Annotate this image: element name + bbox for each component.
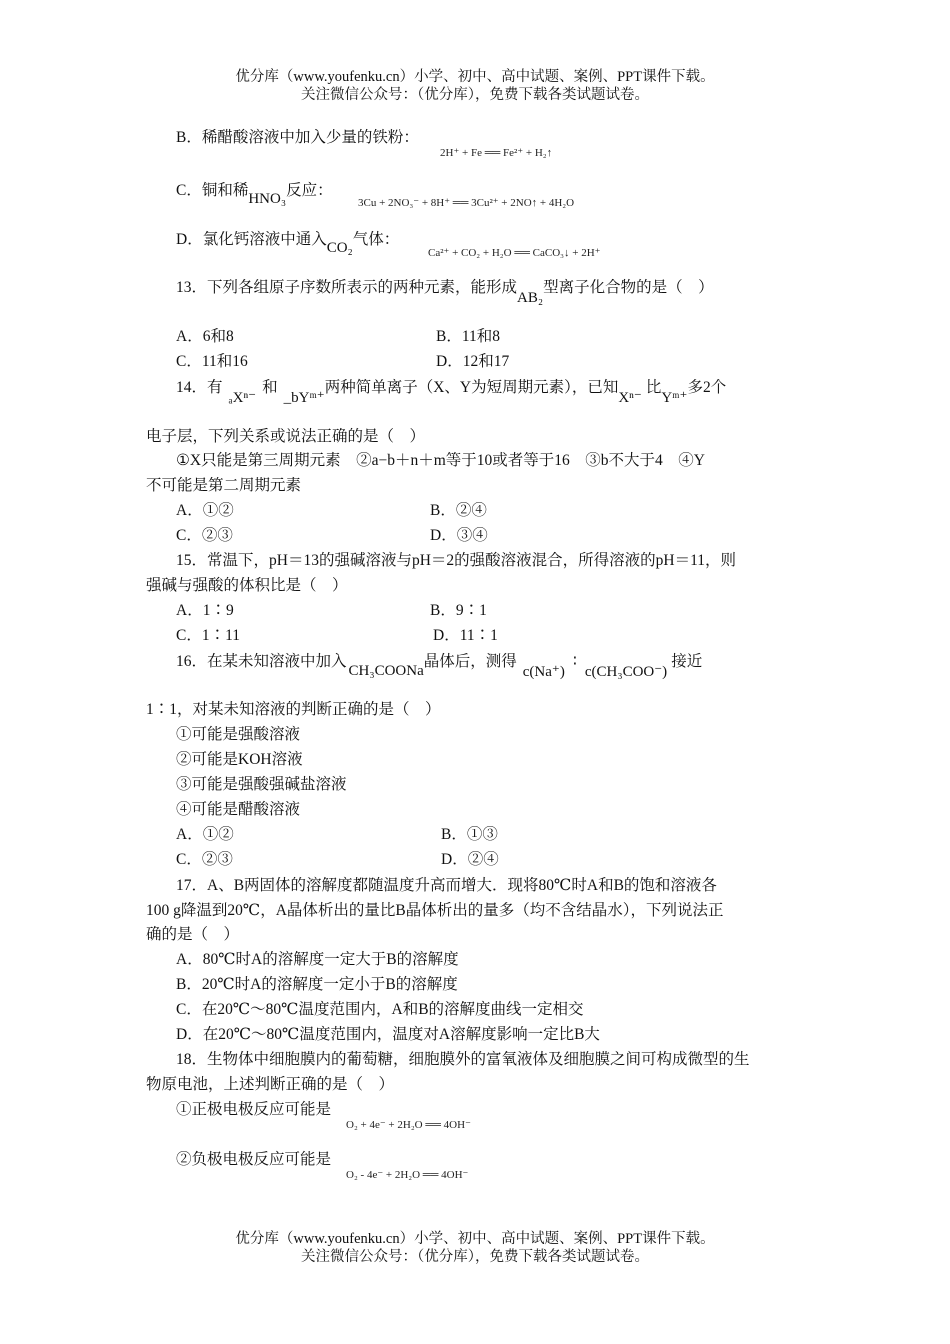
q16-colon: ∶: [572, 653, 577, 670]
q14-stem-2: 两种简单离子（X、Y为短周期元素），已知: [324, 379, 619, 396]
q13-option-b: B．11和8: [436, 328, 501, 345]
q18-statement-2-equation: O₂ - 4e⁻ + 2H₂O ══ 4OH⁻: [346, 1169, 469, 1181]
q17-stem-line-3: 确的是（ ）: [146, 926, 240, 943]
q12-option-c: [176, 181, 333, 207]
q13-stem-2: 型离子化合物的是（ ）: [543, 279, 714, 296]
q13-stem-1: 13．下列各组原子序数所表示的两种元素，能形成: [176, 279, 518, 296]
q15-option-b: B．9∶1: [430, 602, 487, 619]
q18-stem-line-2: 物原电池，上述判断正确的是（ ）: [146, 1076, 395, 1093]
q17-stem-line-2: 100 g降温到20℃，A晶体析出的量比B晶体析出的量多（均不含结晶水），下列说法正: [146, 902, 724, 919]
q16-item-3: ③可能是强酸强碱盐溶液: [176, 776, 347, 793]
q16-ratio-a: c(Na⁺): [522, 664, 565, 680]
q14-ion-x: ₐXⁿ⁻: [228, 390, 257, 406]
q16-option-c: C．②③: [176, 851, 233, 868]
q13-option-a: A．6和8: [176, 328, 234, 345]
q14-statements-2: 不可能是第二周期元素: [146, 477, 302, 494]
page-footer-line-2: 关注微信公众号：（优分库），免费下载各类试题试卷。: [301, 1249, 649, 1265]
q14-and: 和: [262, 379, 278, 396]
page-header-line-2: 关注微信公众号：（优分库），免费下载各类试题试卷。: [301, 87, 649, 103]
page-header-line-1: 优分库（www.youfenku.cn）小学、初中、高中试题、案例、PPT课件下载。: [235, 69, 715, 85]
q14-option-a: A．①②: [176, 502, 234, 519]
q12-option-b: B．稀醋酸溶液中加入少量的铁粉：: [176, 129, 419, 146]
q18-statement-2: ②负极电极反应可能是: [176, 1151, 332, 1168]
q17-stem-line-1: 17．A、B两固体的溶解度都随温度升高而增大．现将80℃时A和B的饱和溶液各: [176, 877, 717, 894]
q17-option-b: B．20℃时A的溶解度一定小于B的溶解度: [176, 976, 458, 993]
q12-option-c-equation: 3Cu + 2NO₃⁻ + 8H⁺ ══ 3Cu²⁺ + 2NO↑ + 4H₂O: [358, 197, 575, 209]
q16-ratio-b: c(CH₃COO⁻): [584, 664, 668, 680]
q17-option-c: C．在20℃～80℃温度范围内，A和B的溶解度曲线一定相交: [176, 1001, 584, 1018]
q12-option-b-equation: 2H⁺ + Fe ══ Fe²⁺ + H₂↑: [440, 147, 553, 159]
q16-option-b: B．①③: [441, 826, 498, 843]
q16-item-2: ②可能是KOH溶液: [176, 751, 303, 768]
q16-stem-line-2: 1∶1，对某未知溶液的判断正确的是（ ）: [146, 701, 441, 718]
q15-option-a: A．1∶9: [176, 602, 234, 619]
q14-option-c: C．②③: [176, 527, 233, 544]
q16-item-4: ④可能是醋酸溶液: [176, 801, 301, 818]
q13-option-c: C．11和16: [176, 353, 248, 370]
q12-option-d: [176, 230, 400, 256]
q16-option-d: D．②④: [441, 851, 499, 868]
q16-option-a: A．①②: [176, 826, 234, 843]
q14-ion-y2: Yᵐ⁺: [661, 390, 688, 406]
q12-d-text-2: 气体：: [352, 231, 400, 248]
q14-stem-1: 14．有: [176, 379, 223, 396]
q17-option-a: A．80℃时A的溶解度一定大于B的溶解度: [176, 951, 459, 968]
q14-stem-line-1: [176, 378, 727, 406]
q12-option-d-equation: Ca²⁺ + CO₂ + H₂O ══ CaCO₃↓ + 2H⁺: [428, 247, 601, 259]
q16-stem-2: 晶体后，测得: [423, 653, 517, 670]
q12-c-text-1: C．铜和稀: [176, 182, 249, 199]
q14-ion-y: _bYᵐ⁺: [283, 390, 325, 406]
q12-d-text-1: D．氯化钙溶液中通入: [176, 231, 327, 248]
q14-option-b: B．②④: [430, 502, 487, 519]
q18-stem-line-1: 18．生物体中细胞膜内的葡萄糖，细胞膜外的富氧液体及细胞膜之间可构成微型的生: [176, 1051, 750, 1068]
q13-formula: AB₂: [517, 290, 544, 306]
q16-item-1: ①可能是强酸溶液: [176, 726, 301, 743]
q13-stem: [176, 278, 714, 306]
q18-statement-1: ①正极电极反应可能是: [176, 1101, 332, 1118]
q16-stem-1: 16．在某未知溶液中加入: [176, 653, 347, 670]
q16-stem-line-1: [176, 652, 703, 680]
q12-c-formula: HNO₃: [248, 191, 287, 207]
q15-stem-line-2: 强碱与强酸的体积比是（ ）: [146, 577, 348, 594]
q16-formula: CH₃COONa: [348, 663, 424, 679]
q14-statements-1: ①X只能是第三周期元素 ②a−b＋n＋m等于10或者等于16 ③b不大于4 ④Y: [176, 452, 705, 469]
q12-c-text-2: 反应：: [286, 182, 333, 199]
q14-stem-3: 多2个: [687, 379, 727, 396]
q15-stem-line-1: 15．常温下，pH＝13的强碱溶液与pH＝2的强酸溶液混合，所得溶液的pH＝11，则: [176, 552, 737, 569]
q14-stem-line-2: 电子层，下列关系或说法正确的是（ ）: [146, 428, 426, 445]
q16-stem-3: 接近: [671, 653, 703, 670]
q15-option-d: D．11∶1: [433, 627, 498, 644]
page-footer-line-1: 优分库（www.youfenku.cn）小学、初中、高中试题、案例、PPT课件下载。: [235, 1231, 715, 1247]
q13-option-d: D．12和17: [436, 353, 510, 370]
q18-statement-1-equation: O₂ + 4e⁻ + 2H₂O ══ 4OH⁻: [346, 1119, 471, 1131]
q12-d-formula: CO₂: [326, 240, 353, 256]
q15-option-c: C．1∶11: [176, 627, 241, 644]
q14-than: 比: [645, 379, 662, 396]
q14-ion-x2: Xⁿ⁻: [618, 390, 642, 406]
q14-option-d: D．③④: [430, 527, 488, 544]
q17-option-d: D．在20℃～80℃温度范围内，温度对A溶解度影响一定比B大: [176, 1026, 600, 1043]
